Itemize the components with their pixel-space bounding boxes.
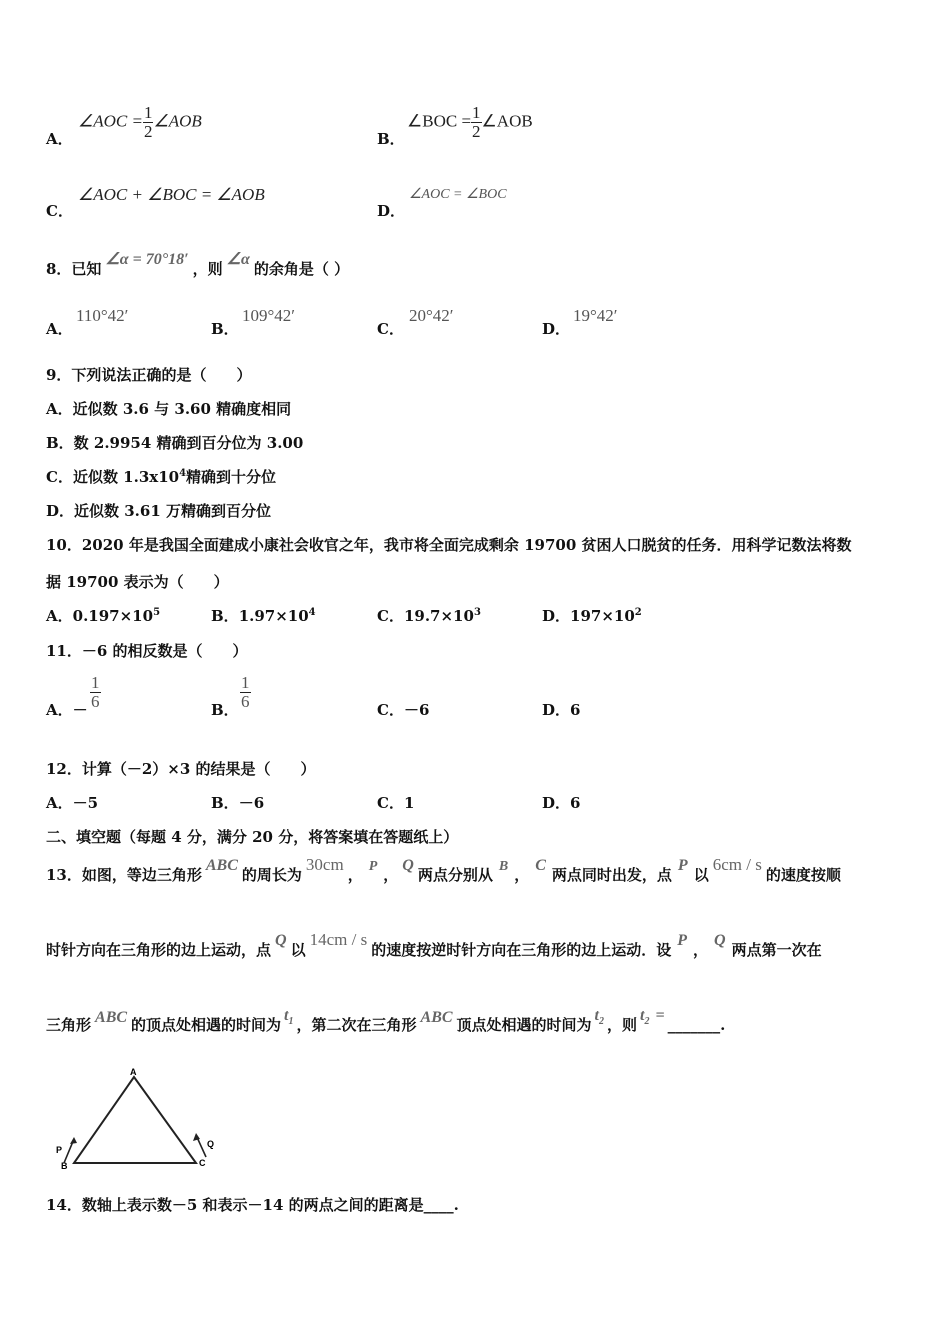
q8-option-b-label: B． [211, 320, 239, 338]
q7-option-b-expr: ∠BOC = $\frac{1}{2}$ ∠AOB [407, 103, 533, 141]
q9-option-d: D．近似数 3.61 万精确到百分位 [46, 502, 271, 520]
triangle-abc [74, 1077, 196, 1163]
q12-option-b: B．－6 [211, 794, 265, 812]
q13-line2: 时针方向在三角形的边上运动，点Q以14cm / s的速度按逆时针方向在三角形的边上运动．设P，Q两点第一次在 [46, 930, 822, 959]
q7-option-d-label: D． [377, 202, 406, 220]
q9-option-b: B．数 2.9954 精确到百分位为 3.00 [46, 434, 304, 452]
q8-option-c-label: C． [377, 320, 404, 338]
q8-option-a-label: A． [46, 320, 73, 338]
q11-option-b: B． [211, 701, 239, 719]
q10-option-d: D．$197\times 10^2$ [542, 607, 642, 625]
q9-option-a: A．近似数 3.6 与 3.60 精确度相同 [46, 400, 292, 418]
q11-option-b-fraction: $\frac{1}{6}$ [241, 673, 250, 711]
q8-option-d-label: D． [542, 320, 571, 338]
q12-option-c: C．1 [377, 794, 415, 812]
q9-option-c: C．近似数 $1.3x10^4$精确到十分位 [46, 468, 277, 486]
q13-line1: 13．如图，等边三角形ABC的周长为30cm， P ，Q两点分别从 B ，C两点同时出发，点P以6cm / s的速度按顺 [46, 855, 841, 884]
q13-line3: 三角形 ABC 的顶点处相遇的时间为$t_1$ ，第二次在三角形 ABC 顶点处相遇的时间为$t_2$ ，则$t_2$ =_______. [46, 1007, 726, 1034]
q10-option-a: A．$0.197\times 10^5$ [46, 607, 161, 625]
point-q-label: Q [207, 1139, 215, 1149]
q11-option-d: D．6 [542, 701, 581, 719]
q9-stem: 9．下列说法正确的是（ ） [46, 366, 252, 384]
vertex-c-label: C [199, 1158, 206, 1168]
q11-option-c: C．－6 [377, 701, 430, 719]
q10-stem-line2: 据 19700 表示为（ ） [46, 573, 229, 591]
vertex-b-label: B [61, 1161, 68, 1171]
point-p-label: P [56, 1145, 63, 1155]
q13-triangle-figure [50, 1065, 230, 1175]
q8-option-c-value: 20°42′ [409, 306, 454, 325]
q7-option-d-expr: ∠AOC = ∠BOC [409, 187, 507, 202]
q11-stem: 11．－6 的相反数是（ ） [46, 642, 248, 660]
q14-stem: 14．数轴上表示数－5 和表示－14 的两点之间的距离是____. [46, 1196, 459, 1214]
q11-option-a: A．－ [46, 701, 88, 719]
q8-stem: 8．已知∠α = 70°18′，则∠α的余角是（ ） [46, 251, 350, 278]
q7-option-c-expr: ∠AOC + ∠BOC = ∠AOB [78, 185, 265, 204]
q8-option-d-value: 19°42′ [573, 306, 618, 325]
q12-option-d: D．6 [542, 794, 581, 812]
q11-option-a-fraction: $\frac{1}{6}$ [91, 673, 100, 711]
section-2-heading: 二、填空题（每题 4 分，满分 20 分，将答案填在答题纸上） [46, 828, 459, 846]
vertex-a-label: A [130, 1067, 137, 1077]
q10-stem-line1: 10．2020 年是我国全面建成小康社会收官之年，我市将全面完成剩余 19700 贫困人口脱贫的任务．用科学记数法将数 [46, 536, 852, 554]
q7-option-b-label: B． [377, 130, 405, 148]
arrow-p-head-icon [70, 1137, 77, 1144]
q10-option-c: C．$19.7\times 10^3$ [377, 607, 481, 625]
q7-option-c-label: C． [46, 202, 73, 220]
q7-option-a-expr: ∠AOC = $\frac{1}{2}$ ∠AOB [78, 103, 202, 141]
q7-option-a-label: A． [46, 130, 73, 148]
q8-option-a-value: 110°42′ [76, 306, 129, 325]
q12-option-a: A．－5 [46, 794, 99, 812]
q8-option-b-value: 109°42′ [242, 306, 296, 325]
q12-stem: 12．计算（－2）×3 的结果是（ ） [46, 760, 316, 778]
q10-option-b: B．$1.97\times 10^4$ [211, 607, 316, 625]
